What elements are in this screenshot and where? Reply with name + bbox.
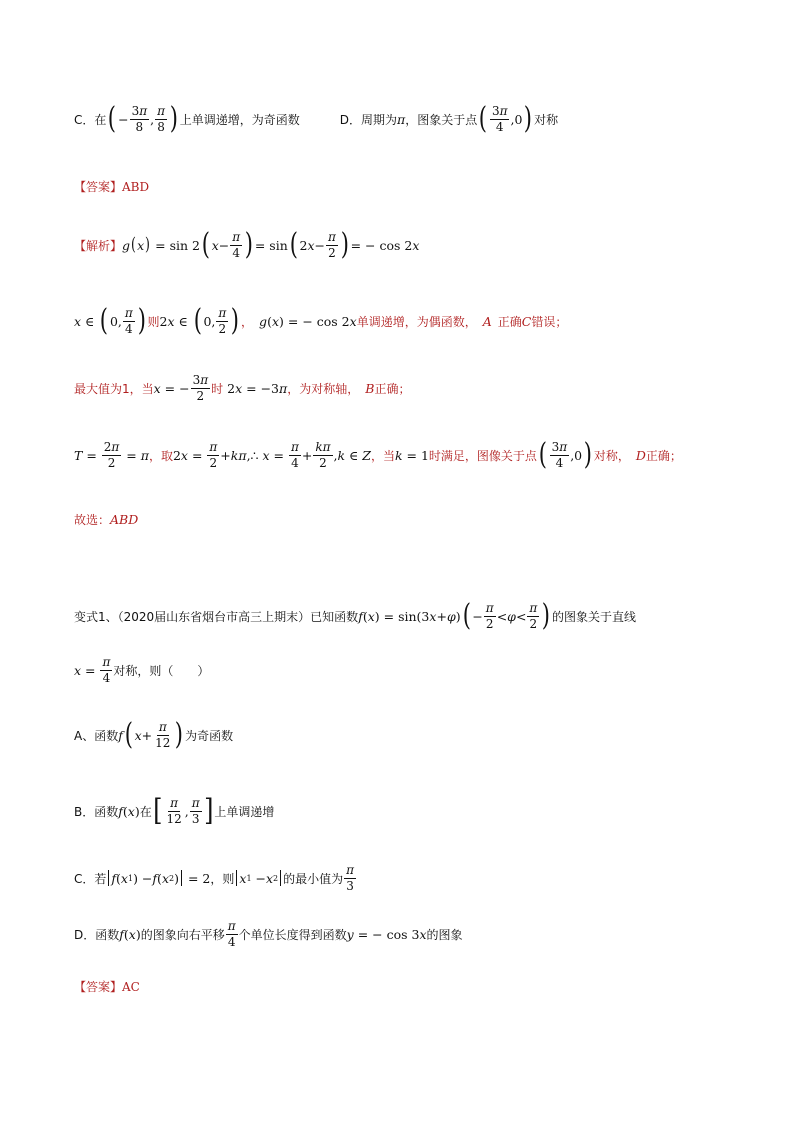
analysis-line-1: 【解析】 g ( x ) = sin 2 ( x − $\frac{\pi}{4}$ ) = sin ( 2 x − $\frac{\pi}{2}$ ) = − cos 2 x: [74, 227, 420, 262]
analysis-line-2: x ∈ ( 0, $\frac{\pi}{4}$ ) 则 2 x ∈ ( 0, $\frac{\pi}{2}$ ) ， g ( x ) = − cos 2 x 单调递增，为偶函数， A 正确 C 错误；: [74, 303, 568, 338]
analysis-label: 【解析】: [74, 238, 123, 253]
fraction: $\frac{\pi}{4}$: [227, 919, 236, 949]
answer-value: ABD: [122, 179, 150, 194]
answer-label: 【答案】: [74, 180, 123, 194]
fraction: $\frac{\pi}{4}$: [232, 229, 241, 260]
fraction: $\frac{\pi}{4}$: [124, 305, 133, 336]
fraction: $\frac{\pi}{4}$: [290, 439, 299, 470]
fraction: $\frac{\pi}{3}$: [346, 863, 355, 893]
variant-option-d: D．函数 f ( x ) 的图象向右平移 $\frac{\pi}{4}$ 个单位长度得到函数 y = − cos 3 x 的图象: [74, 919, 463, 949]
conclusion-line: 故选： ABD: [74, 512, 139, 527]
fraction: $\frac{\pi}{2}$: [327, 229, 336, 260]
answer-label: 【答案】: [74, 980, 123, 994]
answer-value: AC: [122, 979, 140, 994]
fraction: $\frac{\pi}{8}$: [157, 103, 165, 134]
option-d-suffix: 对称: [534, 112, 559, 127]
variant-line-1: 变式1、（2020届山东省烟台市高三上期末）已知函数 f ( x ) = sin (3 x + φ ) ( − $\frac{\pi}{2}$ < φ < $\frac{\pi}{2}$ ) 的图象关于直线: [74, 598, 637, 633]
option-c-suffix: 上单调递增，为奇函数: [179, 112, 300, 127]
option-c-prefix: C．在: [74, 112, 107, 127]
fraction: $\frac{\pi}{12}$: [155, 719, 171, 750]
fraction: $\frac{\pi}{2}$: [529, 600, 538, 631]
fraction: $\frac{\pi}{2}$: [485, 600, 494, 631]
fraction: $\frac{3\pi}{4}$: [551, 439, 568, 470]
variant-option-c: C．若 f ( x 1 ) − f ( x 2 ) = 2 ，则 x 1 − x 2 的最小值为 $\frac{\pi}{3}$: [74, 863, 355, 893]
fraction: $\frac{k\pi}{2}$: [315, 439, 331, 470]
fraction: $\frac{\pi}{12}$: [166, 795, 182, 826]
fraction: $\frac{3\pi}{2}$: [192, 373, 209, 403]
fraction: $\frac{\pi}{2}$: [218, 305, 227, 336]
option-c-d-line: C．在 ( − $\frac{3\pi}{8}$ , $\frac{\pi}{8}$ ) 上单调递增，为奇函数 D．周期为 π ，图象关于点 ( $\frac{3\pi}{4}$ ,0 ) 对称: [74, 101, 559, 136]
fraction: $\frac{3\pi}{8}$: [131, 103, 148, 134]
answer-line-1: [74, 178, 774, 195]
variant-line-2: x = $\frac{\pi}{4}$ 对称，则（ ）: [74, 655, 210, 685]
option-d-prefix: D．周期为: [339, 112, 397, 127]
variant-option-b: B．函数 f ( x ) 在 [ $\frac{\pi}{12}$ , $\frac{\pi}{3}$ ] 上单调递增: [74, 793, 275, 828]
fraction: $\frac{2\pi}{2}$: [103, 439, 120, 470]
analysis-line-4: T = $\frac{2\pi}{2}$ = π ，取 2 x = $\frac{\pi}{2}$ + kπ ,∴ x = $\frac{\pi}{4}$ + $\frac{k\pi}{2}$ , k ∈ Z ，当 k = 1 时满足，图像关于点 ( $\frac{3\pi}{4}$ ,0 ) 对称， D 正确；: [74, 437, 682, 472]
answer-line-2: [74, 978, 774, 995]
option-d-mid: ，图象关于点: [405, 112, 478, 127]
fraction: $\frac{\pi}{2}$: [209, 439, 218, 470]
fraction: $\frac{\pi}{4}$: [102, 655, 111, 685]
fraction: $\frac{3\pi}{4}$: [491, 103, 508, 134]
analysis-line-3: 最大值为1，当 x = − $\frac{3\pi}{2}$ 时 2 x = −3 π ，为对称轴， B 正确；: [74, 373, 411, 403]
fraction: $\frac{\pi}{3}$: [191, 795, 200, 826]
variant-option-a: A、函数 f ( x + $\frac{\pi}{12}$ ) 为奇函数: [74, 717, 234, 752]
